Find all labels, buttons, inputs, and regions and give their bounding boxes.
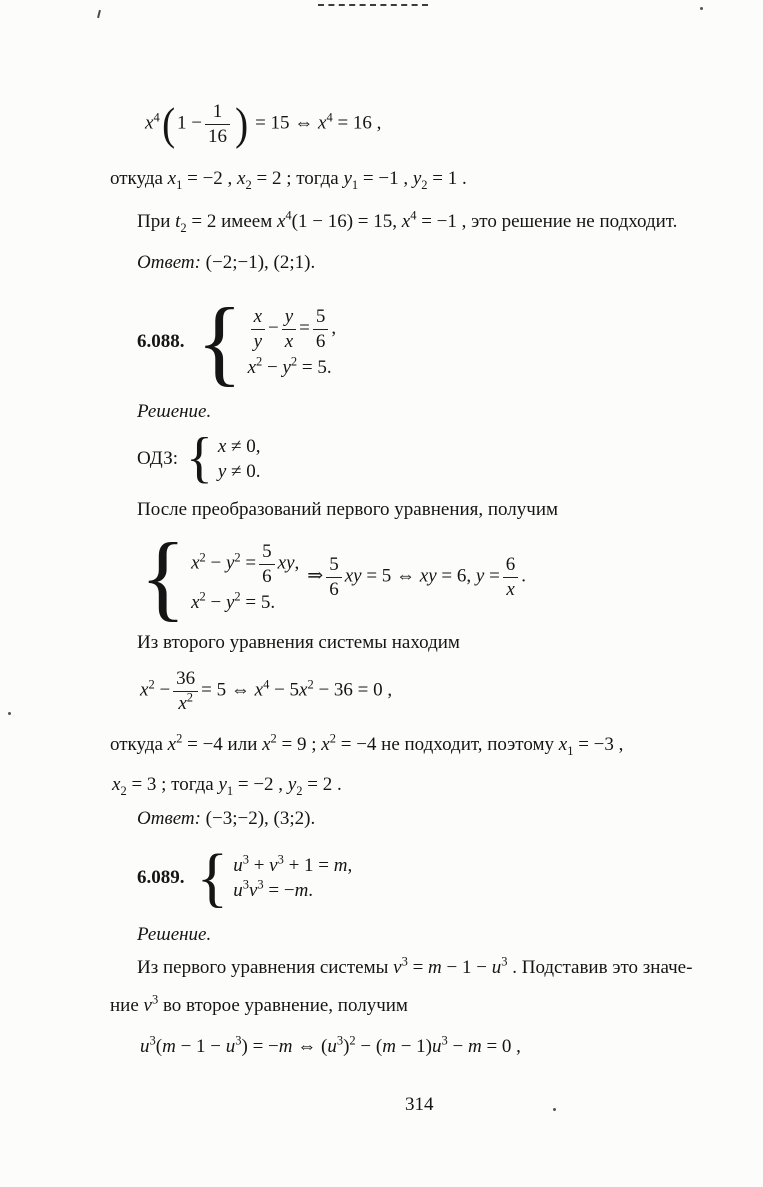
run: ⇒ — [307, 565, 324, 587]
run: = 9 ; — [276, 734, 322, 755]
exp: 3 — [401, 954, 408, 969]
run: = −1 , — [358, 168, 413, 189]
line-problem-6089 — [137, 840, 353, 914]
var: x — [145, 112, 154, 134]
line-eq-x2-36 — [140, 663, 392, 719]
system-row — [233, 877, 352, 902]
var: v — [269, 854, 278, 876]
run: ) = − — [241, 1036, 279, 1057]
idx: 2 — [120, 783, 127, 798]
var: u — [233, 879, 243, 901]
system-row — [248, 305, 337, 354]
var: m — [467, 1036, 482, 1057]
right-paren-icon: ) — [235, 98, 249, 149]
exp: 2 — [329, 731, 336, 746]
run: = — [299, 317, 310, 339]
fraction — [251, 305, 265, 354]
var: u — [233, 854, 243, 876]
var: x — [262, 734, 271, 755]
numerator: 1 — [212, 100, 223, 122]
denominator: 6 — [326, 577, 342, 602]
idx: 2 — [296, 783, 303, 798]
idx: 1 — [176, 177, 183, 192]
exp: 3 — [501, 954, 508, 969]
run: − — [205, 552, 226, 574]
numerator: 5 — [262, 541, 272, 563]
system-row — [218, 461, 261, 483]
var: x — [167, 168, 177, 189]
var: v — [393, 957, 402, 978]
var: x — [191, 552, 200, 574]
var: y — [475, 565, 485, 587]
exp: 4 — [326, 110, 333, 125]
var: m — [382, 1036, 396, 1057]
system-brace-icon: { — [196, 288, 243, 396]
run: − 36 = 0 , — [313, 679, 393, 701]
line-eq-system-2 — [140, 523, 527, 631]
var: y — [343, 168, 352, 189]
exp: 4 — [153, 110, 160, 125]
equation-system — [196, 840, 353, 914]
exp: 2 — [307, 677, 314, 692]
line-iz-pervogo — [137, 954, 693, 979]
var: m — [333, 854, 348, 876]
run: . — [521, 565, 527, 587]
idx: 2 — [245, 177, 252, 192]
line-iz-vtorogo: Из второго уравнения системы находим — [137, 632, 460, 653]
run: = 5 ⇔ — [201, 679, 255, 701]
denominator: y — [251, 329, 265, 354]
exp: 2 — [349, 1033, 356, 1048]
exp: 2 — [290, 354, 298, 369]
run: − ( — [355, 1036, 383, 1057]
run: = −1 , это решение не подходит. — [416, 211, 678, 232]
run: , — [294, 552, 300, 574]
exp: 2 — [234, 589, 241, 604]
var: y — [287, 774, 297, 795]
var: m — [278, 1036, 293, 1057]
system-rows — [218, 436, 261, 483]
var: x — [140, 679, 149, 701]
denominator: 6 — [259, 564, 275, 589]
var: t — [175, 211, 181, 232]
var: x — [217, 435, 227, 457]
line-nie — [110, 992, 408, 1017]
run: − 5 — [269, 679, 300, 701]
fraction — [313, 305, 329, 354]
denominator: x — [282, 329, 296, 354]
equation — [145, 100, 381, 149]
equation-system — [140, 523, 300, 631]
denominator: x — [503, 577, 519, 602]
numerator: 36 — [176, 667, 196, 689]
numerator: 6 — [505, 553, 516, 575]
var: x — [178, 692, 187, 714]
equation — [140, 667, 392, 716]
var: xy — [344, 565, 362, 587]
page-number: 314 — [405, 1094, 434, 1115]
run: Из первого уравнения системы — [137, 957, 394, 978]
exp: 3 — [257, 877, 264, 892]
var: u — [431, 1036, 442, 1057]
run: ≠ 0, — [226, 435, 261, 457]
run: = 15 ⇔ — [250, 112, 319, 134]
exp: 4 — [285, 208, 292, 223]
exp: 3 — [151, 992, 159, 1007]
run: ≠ 0. — [226, 460, 261, 482]
numerator: 5 — [315, 306, 326, 328]
system-rows — [248, 305, 337, 379]
var: xy — [277, 552, 295, 574]
system-row — [191, 589, 299, 614]
exp: 3 — [277, 852, 284, 867]
idx: 1 — [226, 783, 234, 798]
idx: 1 — [567, 743, 574, 758]
run: ( — [155, 1036, 163, 1057]
var: x — [558, 734, 568, 755]
answer-label: Ответ: — [137, 808, 201, 829]
var: y — [218, 774, 227, 795]
run: 1 − — [177, 112, 202, 134]
var: v — [248, 879, 258, 901]
fraction — [259, 540, 275, 589]
run: = — [407, 957, 429, 978]
problem-number: 6.089. — [137, 867, 185, 888]
run: = −3 , — [573, 734, 624, 755]
var: u — [491, 957, 502, 978]
var: x — [254, 679, 264, 701]
system-brace-icon: { — [186, 427, 213, 490]
run: + 1 = — [283, 854, 334, 876]
run: = 5 ⇔ — [361, 565, 420, 587]
equation-system — [196, 288, 337, 396]
run: = 5. — [297, 356, 332, 378]
run: откуда — [110, 168, 168, 189]
answer-value: (−2;−1), (2;1). — [205, 252, 316, 273]
run: + — [248, 854, 270, 876]
equation — [307, 553, 526, 602]
line-otkuda-2a — [110, 731, 624, 758]
run: откуда — [110, 734, 168, 755]
line-solution-1: Решение. — [137, 401, 212, 422]
equation-system — [186, 427, 261, 490]
run: . Подставив это значе- — [507, 957, 693, 978]
line-odz — [137, 427, 261, 490]
run: = −2 , — [182, 168, 238, 189]
var: m — [428, 957, 442, 978]
var: u — [225, 1036, 236, 1057]
system-row — [191, 540, 299, 589]
numerator: y — [284, 306, 294, 328]
run: = − — [263, 879, 295, 901]
var: x — [299, 679, 308, 701]
exp: 4 — [263, 677, 270, 692]
run: − — [268, 317, 279, 339]
var: x — [112, 774, 121, 795]
exp: 2 — [186, 690, 193, 705]
exp: 3 — [235, 1033, 242, 1048]
run: При — [137, 211, 176, 232]
line-eq-final — [140, 1033, 521, 1058]
exp: 2 — [199, 550, 206, 565]
run: − 1) — [395, 1036, 432, 1057]
idx: 2 — [421, 177, 428, 192]
fraction — [282, 305, 296, 354]
scan-artifact-tick — [97, 10, 101, 18]
var: v — [143, 995, 152, 1016]
var: x — [191, 591, 200, 613]
system-row — [233, 852, 353, 877]
run: = — [484, 565, 500, 587]
run: ⇔ ( — [292, 1036, 328, 1057]
var: x — [318, 112, 327, 134]
line-answer-2 — [137, 808, 315, 830]
var: y — [412, 168, 422, 189]
var: x — [401, 211, 411, 232]
exp: 3 — [336, 1033, 344, 1048]
run: во второе уравнение, получим — [158, 995, 408, 1016]
system-row — [247, 354, 337, 379]
run: = 2 ; тогда — [251, 168, 344, 189]
line-otkuda-2b — [112, 774, 342, 796]
line-posle: После преобразований первого уравнения, получим — [137, 499, 559, 520]
idx: 2 — [180, 220, 187, 235]
run: = 3 ; тогда — [126, 774, 219, 795]
fraction — [205, 100, 230, 149]
line-problem-6088 — [137, 288, 337, 396]
numerator: x — [253, 306, 263, 328]
exp: 2 — [234, 550, 241, 565]
problem-number: 6.088. — [137, 331, 185, 352]
answer-label: Ответ: — [137, 252, 201, 273]
denominator: 16 — [205, 124, 230, 149]
var: m — [294, 879, 309, 901]
var: x — [167, 734, 177, 755]
var: x — [247, 356, 257, 378]
exp: 3 — [242, 852, 249, 867]
run: − — [262, 356, 283, 378]
run: − 1 − — [441, 957, 492, 978]
run: , — [331, 317, 337, 339]
line-pri-t2 — [137, 208, 678, 235]
numerator: 5 — [329, 553, 339, 575]
fraction — [173, 667, 198, 716]
exp: 2 — [176, 731, 183, 746]
run: = −2 , — [233, 774, 288, 795]
system-brace-icon: { — [196, 840, 229, 914]
exp: 2 — [148, 677, 155, 692]
system-brace-icon: { — [140, 523, 187, 631]
system-rows — [233, 852, 353, 902]
denominator: 6 — [313, 329, 329, 354]
var: m — [162, 1036, 176, 1057]
run: − — [447, 1036, 468, 1057]
line-solution-2: Решение. — [137, 924, 212, 945]
run: − — [205, 591, 226, 613]
var: x — [237, 168, 246, 189]
left-paren-icon: ( — [161, 98, 175, 149]
scan-artifact-dot — [8, 712, 11, 715]
exp: 3 — [441, 1033, 448, 1048]
run: = 1 . — [427, 168, 467, 189]
exp: 3 — [242, 877, 249, 892]
run: . — [308, 879, 314, 901]
run: − — [154, 679, 171, 701]
run: ) — [343, 1036, 350, 1057]
run: − 1 − — [175, 1036, 226, 1057]
run: = 2 . — [302, 774, 342, 795]
var: y — [282, 356, 291, 378]
scan-artifact-dot — [700, 7, 703, 10]
fraction — [326, 553, 342, 602]
scan-artifact-dot — [553, 1108, 556, 1111]
var: y — [225, 552, 235, 574]
exp: 3 — [149, 1033, 156, 1048]
run: = −4 не подходит, поэтому — [335, 734, 559, 755]
exp: 4 — [410, 208, 417, 223]
system-row — [218, 436, 261, 458]
run: (1 − 16) = 15, — [291, 211, 402, 232]
line-eq-x4 — [145, 96, 381, 152]
exp: 2 — [256, 354, 263, 369]
system-rows — [191, 540, 299, 614]
run: = 16 , — [332, 112, 382, 134]
answer-value: (−3;−2), (3;2). — [205, 808, 316, 829]
line-answer-1 — [137, 252, 315, 274]
exp: 2 — [199, 589, 206, 604]
var: y — [225, 591, 235, 613]
var: xy — [419, 565, 437, 587]
run: = 6, — [436, 565, 476, 587]
var: y — [217, 460, 227, 482]
var: u — [140, 1036, 150, 1057]
run: = 0 , — [481, 1036, 521, 1057]
var: u — [327, 1036, 337, 1057]
fraction — [503, 553, 519, 602]
denominator — [173, 691, 198, 716]
exp: 2 — [270, 731, 277, 746]
scan-artifact-dashed-line — [318, 4, 428, 6]
line-otkuda-1 — [110, 168, 467, 190]
var: x — [321, 734, 330, 755]
odz-label: ОДЗ: — [137, 448, 179, 469]
run: = 5. — [240, 591, 276, 613]
run: = −4 или — [182, 734, 263, 755]
run: = — [240, 552, 257, 574]
run: = 2 имеем — [186, 211, 277, 232]
run: , — [347, 854, 353, 876]
var: x — [276, 211, 286, 232]
run: ние — [110, 995, 144, 1016]
idx: 1 — [351, 177, 359, 192]
